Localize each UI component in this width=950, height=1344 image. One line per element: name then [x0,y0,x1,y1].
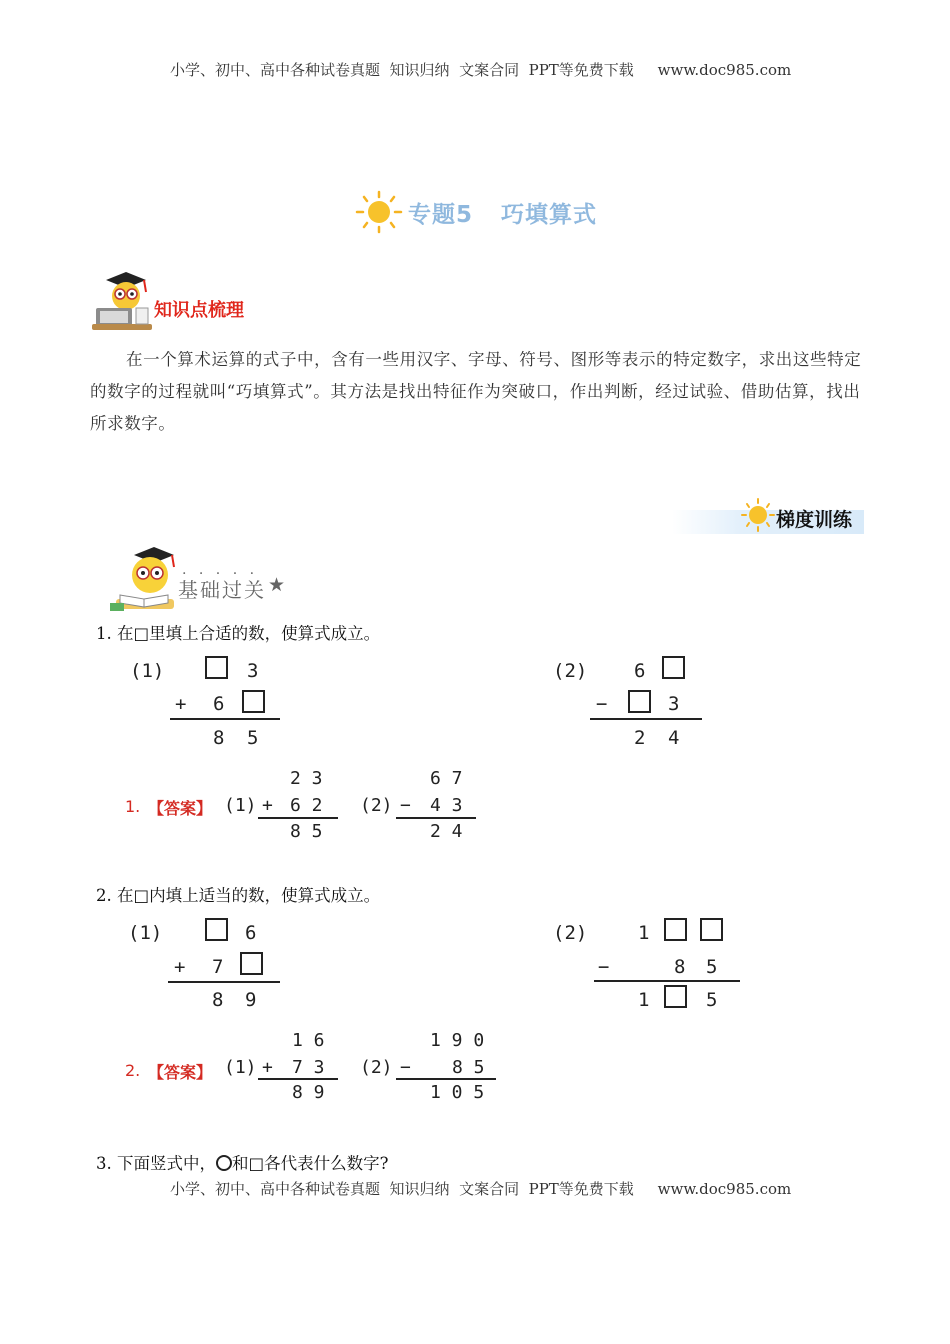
q1-p2-top-tens: 6 [634,660,646,682]
question-3-text-b: 和□各代表什么数字? [232,1154,389,1173]
q1-p1-blank-ones[interactable] [242,690,265,713]
answer-1-p1-mid: 6 2 [290,795,323,816]
q1-p2-operator: − [596,693,608,715]
q1-p2-blank-ones[interactable] [662,656,685,679]
answer-1-p2-line [396,817,476,819]
q2-p1-mid-tens: 7 [212,956,224,978]
answer-1-p2-op: − [400,795,411,816]
q1-p2-mid-ones: 3 [668,693,680,715]
answer-2-p2-mid: 8 5 [452,1057,485,1078]
answer-1-p1-top: 2 3 [290,768,323,789]
q2-p1-line [168,981,280,983]
knowledge-heading: 知识点梳理 [154,300,244,321]
answer-1-p1-label: (1) [224,795,257,816]
answer-1-number: 1. [125,797,141,816]
level-star: ★ [268,574,288,596]
q2-p2-res-ones: 5 [706,989,718,1011]
answer-2-p2-res: 1 0 5 [430,1082,485,1103]
circle-icon [216,1155,232,1171]
q1-p1-label: (1) [130,660,165,682]
answer-2-p1-label: (1) [224,1057,257,1078]
q2-p2-label: (2) [553,922,588,944]
question-3-text [96,1150,388,1174]
answer-1-p1-res: 8 5 [290,821,323,842]
answer-1-p1-line [258,817,338,819]
answer-1-p2-res: 2 4 [430,821,463,842]
q1-p1-operator: + [175,693,187,715]
q1-p1-top-ones: 3 [247,660,259,682]
q1-p2-res-tens: 2 [634,727,646,749]
answer-2-number: 2. [125,1061,141,1080]
answer-2-p2-op: − [400,1057,411,1078]
answer-2-p2-top: 1 9 0 [430,1030,485,1051]
q2-p2-blank-res-tens[interactable] [664,985,687,1008]
q2-p1-blank-ones[interactable] [240,952,263,975]
level-dots: . . . . . [182,562,259,578]
q2-p1-blank-tens[interactable] [205,918,228,941]
q1-p1-blank-tens[interactable] [205,656,228,679]
answer-2-p1-op: + [262,1057,273,1078]
answer-1-p1-op: + [262,795,273,816]
q1-p1-line [170,718,280,720]
sun-icon [354,190,404,234]
q2-p2-blank-tens[interactable] [664,918,687,941]
question-3-text-a: 3. 下面竖式中， [96,1154,216,1173]
answer-1-p2-label: (2) [360,795,393,816]
answer-2-p2-label: (2) [360,1057,393,1078]
q2-p2-blank-ones[interactable] [700,918,723,941]
q1-p1-res-tens: 8 [213,727,225,749]
q2-p2-res-hundreds: 1 [638,989,650,1011]
level-label: 基础过关 [178,578,266,602]
q2-p1-res-ones: 9 [245,989,257,1011]
q2-p2-mid-tens: 8 [674,956,686,978]
training-label: 梯度训练 [776,509,853,531]
mascot-book-icon [110,545,178,617]
training-sun-icon [740,498,776,536]
answer-2-p1-line [258,1078,338,1080]
answer-2-p2-line [396,1078,496,1080]
title-name: 巧填算式 [501,201,598,228]
q1-p1-mid-tens: 6 [213,693,225,715]
q1-p2-res-ones: 4 [668,727,680,749]
mascot-laptop-icon [92,270,154,336]
q2-p2-mid-ones: 5 [706,956,718,978]
q1-p2-line [590,718,702,720]
answer-2-p1-res: 8 9 [292,1082,325,1103]
answer-1-p2-top: 6 7 [430,768,463,789]
q2-p1-top-ones: 6 [245,922,257,944]
q2-p2-operator: − [598,956,610,978]
q2-p2-line [594,980,740,982]
answer-2-p1-mid: 7 3 [292,1057,325,1078]
q1-p1-res-ones: 5 [247,727,259,749]
q2-p1-label: (1) [128,922,163,944]
page-title [354,190,597,234]
title-topic: 专题5 [408,201,474,228]
question-1-text: 1. 在□里填上合适的数，使算式成立。 [96,624,381,643]
q2-p1-res-tens: 8 [212,989,224,1011]
knowledge-paragraph: 在一个算术运算的式子中，含有一些用汉字、字母、符号、图形等表示的特定数字，求出这些特定的数字的过程就叫“巧填算式”。其方法是找出特征作为突破口，作出判断，经过试验、借助估算，找出所求数字。 [90,350,862,433]
q2-p2-top-hundreds: 1 [638,922,650,944]
q1-p2-label: (2) [553,660,588,682]
answer-2-label: 【答案】 [148,1063,213,1082]
page-footer: 小学、初中、高中各种试卷真题 知识归纳 文案合同 PPT等免费下载 www.doc985.com [170,1180,792,1198]
question-2-text: 2. 在□内填上适当的数，使算式成立。 [96,886,381,905]
q2-p1-operator: + [174,956,186,978]
page-header: 小学、初中、高中各种试卷真题 知识归纳 文案合同 PPT等免费下载 www.doc985.com [170,61,792,79]
answer-1-p2-mid: 4 3 [430,795,463,816]
answer-1-label: 【答案】 [148,799,213,818]
q1-p2-blank-tens[interactable] [628,690,651,713]
answer-2-p1-top: 1 6 [292,1030,325,1051]
